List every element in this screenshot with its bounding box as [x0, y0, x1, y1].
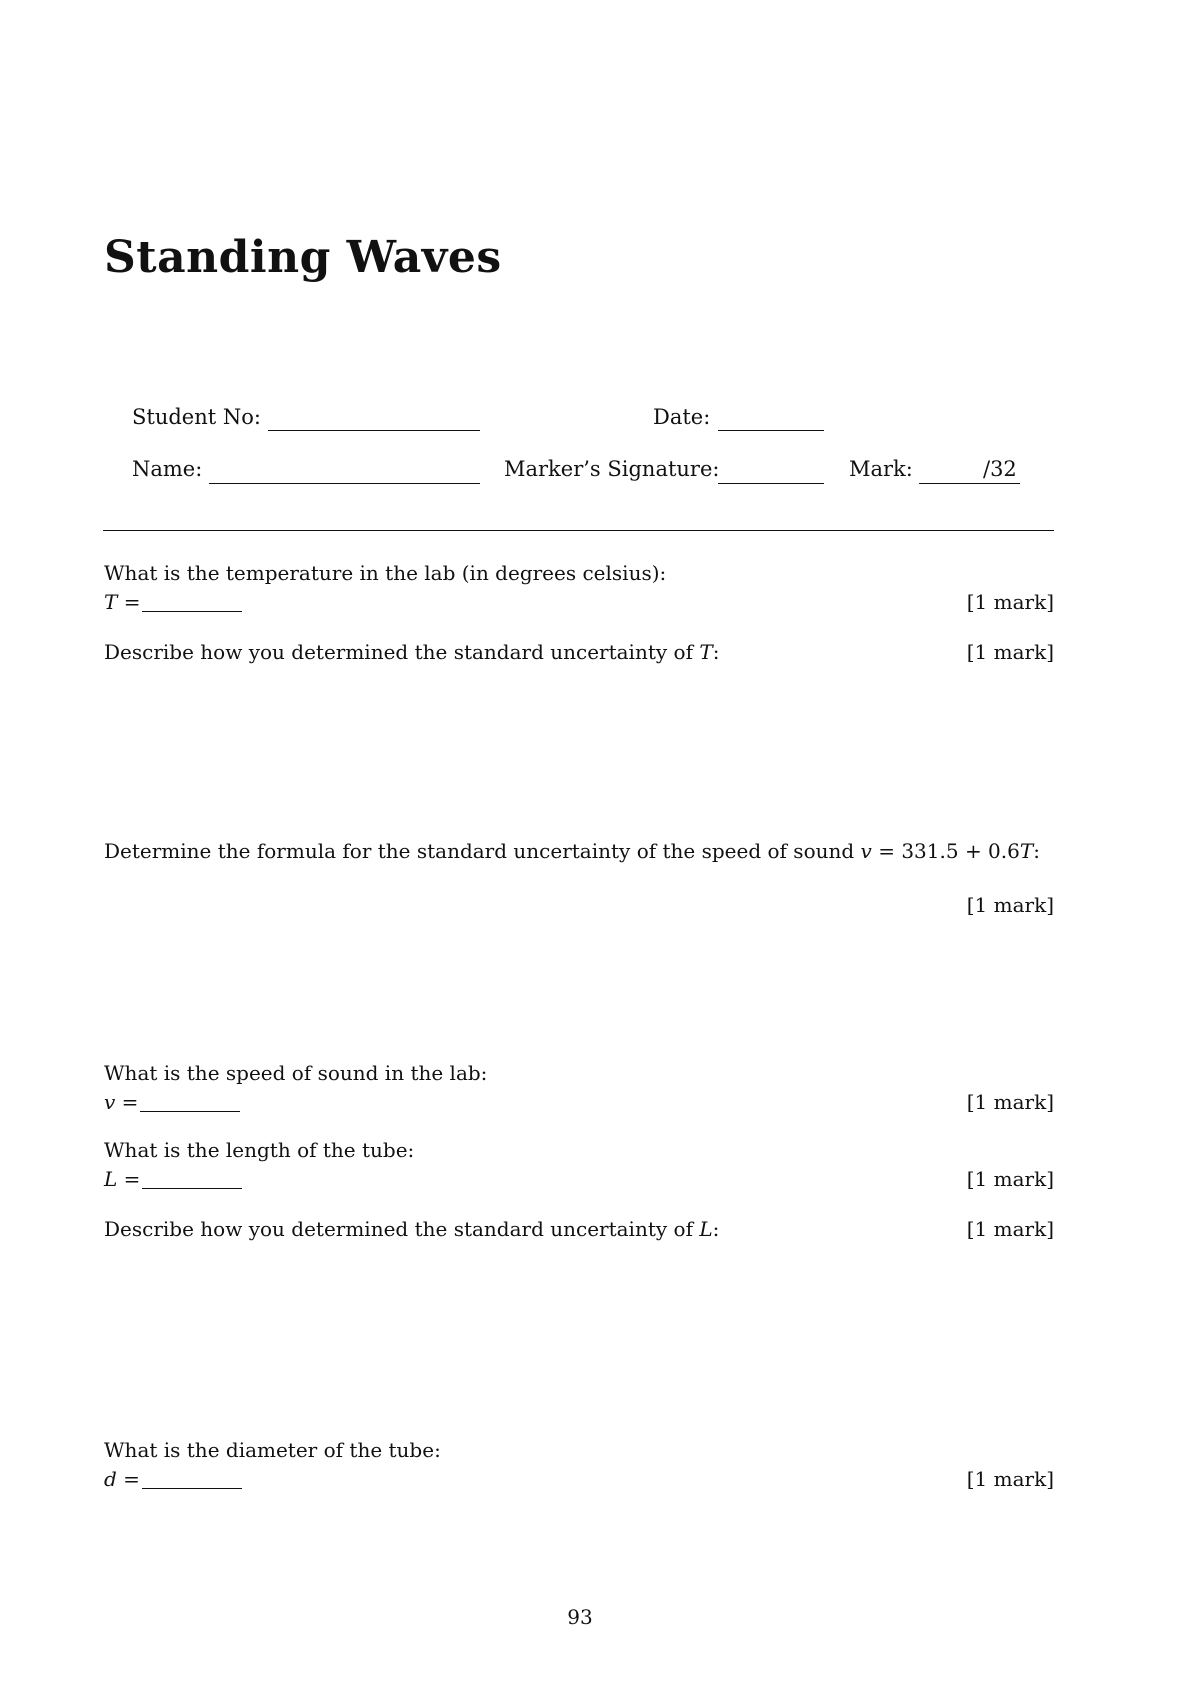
- answer-equals: =: [115, 1090, 139, 1114]
- question-tube-diameter: [104, 1437, 441, 1463]
- question-prompt: What is the length of the tube:: [104, 1138, 415, 1162]
- marks-temperature: [1 mark]: [966, 590, 1054, 614]
- answer-variable: L: [104, 1167, 118, 1191]
- student-no-field[interactable]: [268, 430, 480, 431]
- name-label: Name:: [132, 457, 203, 481]
- date-field[interactable]: [718, 430, 824, 431]
- question-formula-v: [104, 838, 1040, 864]
- question-prompt: Describe how you determined the standard uncertainty of: [104, 640, 700, 664]
- question-variable: v: [860, 839, 872, 863]
- answer-tube-diameter: [104, 1466, 242, 1492]
- marker-signature-field[interactable]: [718, 483, 824, 484]
- question-prompt: What is the diameter of the tube:: [104, 1438, 441, 1462]
- diameter-answer-blank[interactable]: [142, 1488, 242, 1489]
- question-prompt-end: :: [712, 1217, 720, 1241]
- speed-answer-blank[interactable]: [140, 1111, 240, 1112]
- question-prompt: Determine the formula for the standard uncertainty of the speed of sound: [104, 839, 861, 863]
- answer-variable: d: [104, 1467, 117, 1491]
- answer-speed-of-sound: [104, 1089, 240, 1115]
- question-uncertainty-l: [104, 1216, 719, 1242]
- answer-variable: T: [104, 590, 118, 614]
- marks-tube-length: [1 mark]: [966, 1167, 1054, 1191]
- marks-speed-of-sound: [1 mark]: [966, 1090, 1054, 1114]
- question-variable-2: T: [1019, 839, 1034, 863]
- question-variable: L: [699, 1217, 713, 1241]
- question-variable: T: [699, 640, 713, 664]
- marks-tube-diameter: [1 mark]: [966, 1467, 1054, 1491]
- student-no-label: Student No:: [132, 405, 261, 429]
- question-temperature: [104, 560, 666, 586]
- temperature-answer-blank[interactable]: [142, 611, 242, 612]
- question-formula: = 331.5 + 0.6: [871, 839, 1020, 863]
- mark-total: /32: [983, 457, 1017, 481]
- marks-uncertainty-l: [1 mark]: [966, 1217, 1054, 1241]
- answer-equals: =: [117, 590, 141, 614]
- mark-field[interactable]: [919, 483, 1020, 484]
- length-answer-blank[interactable]: [142, 1188, 242, 1189]
- question-uncertainty-t: [104, 639, 719, 665]
- question-prompt: What is the temperature in the lab (in degrees celsius):: [104, 561, 667, 585]
- answer-equals: =: [117, 1167, 141, 1191]
- question-prompt: Describe how you determined the standard uncertainty of: [104, 1217, 700, 1241]
- question-prompt-end: :: [712, 640, 720, 664]
- answer-temperature: [104, 589, 242, 615]
- answer-variable: v: [104, 1090, 116, 1114]
- header-divider: [103, 530, 1054, 531]
- name-field[interactable]: [209, 483, 480, 484]
- mark-label: Mark:: [849, 457, 913, 481]
- question-speed-of-sound: [104, 1060, 487, 1086]
- answer-equals: =: [116, 1467, 140, 1491]
- marker-signature-label: Marker’s Signature:: [504, 457, 720, 481]
- question-prompt: What is the speed of sound in the lab:: [104, 1061, 488, 1085]
- marks-uncertainty-t: [1 mark]: [966, 640, 1054, 664]
- page-title: Standing Waves: [104, 232, 502, 283]
- answer-tube-length: [104, 1166, 242, 1192]
- question-prompt-end: :: [1033, 839, 1040, 863]
- page-number: 93: [567, 1605, 593, 1629]
- date-label: Date:: [653, 405, 711, 429]
- question-tube-length: [104, 1137, 414, 1163]
- marks-formula-v: [1 mark]: [966, 893, 1054, 917]
